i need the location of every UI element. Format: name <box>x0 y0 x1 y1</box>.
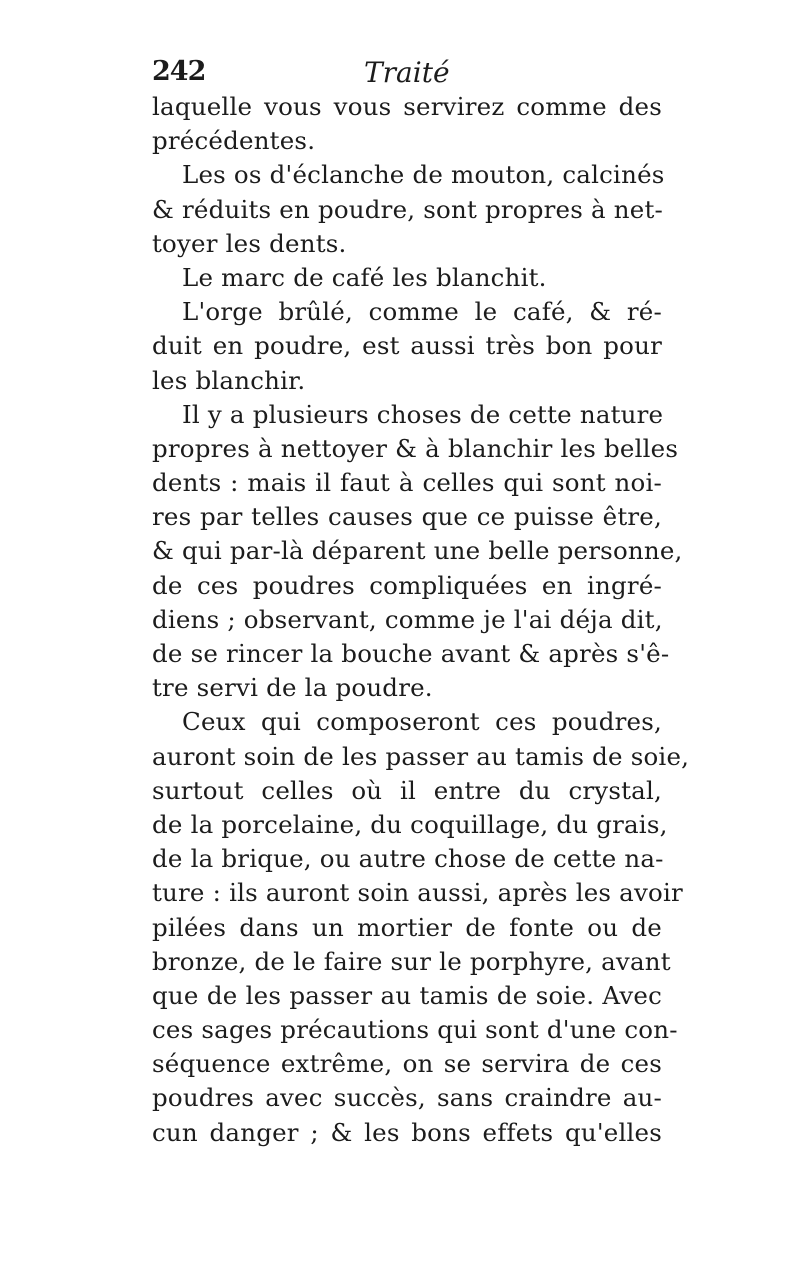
text-line: duit en poudre, est aussi très bon pour <box>152 331 662 361</box>
text-line: auront soin de les passer au tamis de soie, <box>152 741 690 771</box>
text-line: L'orge brûlé, comme le café, & ré- <box>182 297 662 327</box>
running-title: Traité <box>364 56 450 89</box>
text-line: diens ; observant, comme je l'ai déja dit, <box>152 604 663 634</box>
text-line: res par telles causes que ce puisse être, <box>152 502 662 532</box>
text-line: poudres avec succès, sans craindre au- <box>152 1083 662 1113</box>
text-line: tre servi de la poudre. <box>152 673 433 703</box>
body-text <box>152 90 690 1150</box>
text-line: précédentes. <box>152 126 316 156</box>
text-line: pilées dans un mortier de fonte ou de <box>152 912 662 942</box>
text-line: propres à nettoyer & à blanchir les belles <box>152 433 679 463</box>
text-line: bronze, de le faire sur le porphyre, avant <box>152 946 671 976</box>
text-line: laquelle vous vous servirez comme des <box>152 92 662 121</box>
text-line: Il y a plusieurs choses de cette nature <box>182 399 664 429</box>
text-line: Le marc de café les blanchit. <box>182 262 547 292</box>
page-number: 242 <box>152 56 206 87</box>
text-line: séquence extrême, on se servira de ces <box>152 1049 662 1079</box>
text-line: Les os d'éclanche de mouton, calcinés <box>182 160 665 190</box>
text-line: ture : ils auront soin aussi, après les avoir <box>152 878 683 908</box>
text-line: de la brique, ou autre chose de cette na- <box>152 844 664 874</box>
text-line: & qui par-là déparent une belle personne, <box>152 536 683 566</box>
text-line: toyer les dents. <box>152 228 347 258</box>
text-line: ces sages précautions qui sont d'une con- <box>152 1015 678 1045</box>
text-line: & réduits en poudre, sont propres à net- <box>152 194 663 224</box>
text-line: les blanchir. <box>152 365 306 395</box>
text-line: de se rincer la bouche avant & après s'ê- <box>152 639 670 668</box>
text-line: de ces poudres compliquées en ingré- <box>152 570 662 600</box>
text-line: Ceux qui composeront ces poudres, <box>182 707 662 737</box>
text-line: cun danger ; & les bons effets qu'elles <box>152 1117 662 1147</box>
text-line: de la porcelaine, du coquillage, du grais, <box>152 809 668 839</box>
text-line: dents : mais il faut à celles qui sont noi- <box>152 468 662 498</box>
text-line: que de les passer au tamis de soie. Avec <box>152 980 662 1010</box>
text-line: surtout celles où il entre du crystal, <box>152 775 662 805</box>
